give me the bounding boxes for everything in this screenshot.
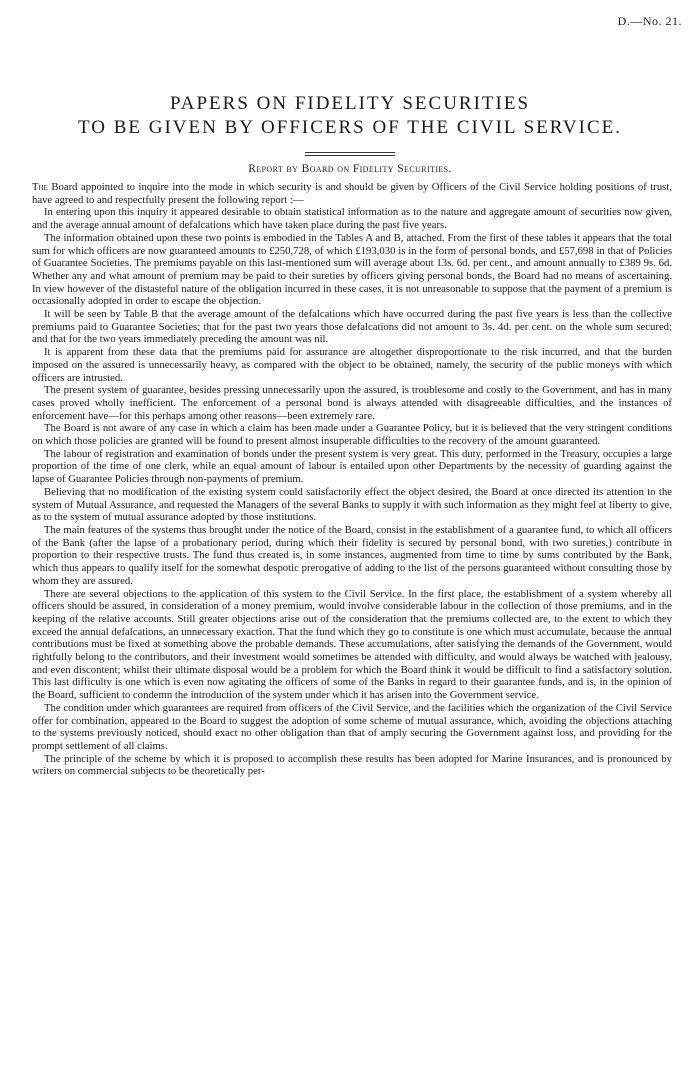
paragraph-2: In entering upon this inquiry it appeared desirable to obtain statistical information as to the nature and aggregate amount of securities now given, and the average annual amount of defalcations which have taken place during the past five years. bbox=[32, 206, 672, 232]
paragraph-1 bbox=[32, 181, 672, 206]
paragraph-10: The main features of the systems thus brought under the notice of the Board, consist in the establishment of a guarantee fund, to which all officers of the Bank (after the lapse of a probationary period, during which their fidelity is secured by personal bond, with two sureties,) contribute in proportion to their respective trusts. The fund thus created is, in some instances, augmented from time to time by sums contributed by the Bank, which thus appears to qualify itself for the somewhat despotic prerogative of adding to the list of the persons guaranteed without consulting those by whom they are assured. bbox=[32, 523, 672, 587]
paragraph-lead: The bbox=[32, 181, 48, 193]
title-line-2: TO BE GIVEN BY OFFICERS OF THE CIVIL SERVICE. bbox=[78, 117, 622, 138]
page-title bbox=[0, 92, 700, 140]
title-divider-lower bbox=[305, 155, 395, 156]
report-body bbox=[32, 181, 672, 778]
report-heading: Report by Board on Fidelity Securities. bbox=[248, 163, 452, 175]
paragraph-9: Believing that no modification of the existing system could satisfactorily effect the object desired, the Board at once directed its attention to the system of Mutual Assurance, and requested the Managers of the several Banks to supply it with such information as they might feel at liberty to give, as to the system of mutual assurance adopted by those institutions. bbox=[32, 485, 672, 524]
paragraph-5: It is apparent from these data that the premiums paid for assurance are altogether disproportionate to the risk incurred, and that the burden imposed on the assured is unnecessarily heavy, as compared with the object to be obtained, namely, the security of the public moneys with which officers are intrusted. bbox=[32, 346, 672, 384]
paragraph-7: The Board is not aware of any case in which a claim has been made under a Guarantee Policy, but it is believed that the very stringent conditions on which those policies are granted will be found to present almost insuperable difficulties to the recovery of the amount guaranteed. bbox=[32, 422, 672, 448]
paragraph-6: The present system of guarantee, besides pressing unnecessarily upon the assured, is troublesome and costly to the Government, and has in many cases proved wholly inefficient. The enforcement of a personal bond is always attended with disagreeable difficulties, and the instances of enforcement have—for this perhaps among other reasons—been extremely rare. bbox=[32, 384, 672, 422]
paragraph-13: The principle of the scheme by which it is proposed to accomplish these results has been adopted for Marine Insurances, and is pronounced by writers on commercial subjects to be theoretically per- bbox=[32, 752, 672, 778]
paragraph-8: The labour of registration and examination of bonds under the present system is very great. This duty, performed in the Treasury, occupies a large proportion of the time of one clerk, while an equal amount of labour is entailed upon other Departments by the necessity of guarding against the lapse of Guarantee Policies through non-payments of premium. bbox=[32, 447, 672, 486]
paragraph-text: Board appointed to inquire into the mode in which security is and should be given by Officers of the Civil Service holding positions of trust, have agreed to and respectfully present the following report :— bbox=[32, 181, 672, 206]
paragraph-4: It will be seen by Table B that the average amount of the defalcations which have occurred during the past five years is less than the collective premiums paid to Guarantee Societies; that for the past two years those defalcations did not amount to 3s. 4d. per cent. on the whole sum secured; and that for the two years immediately preceding the amount was nil. bbox=[32, 308, 672, 346]
title-line-1: PAPERS ON FIDELITY SECURITIES bbox=[169, 93, 531, 114]
title-divider bbox=[305, 152, 395, 153]
paragraph-12: The condition under which guarantees are required from officers of the Civil Service, and the facilities which the organization of the Civil Service offer for combination, appeared to the Board to suggest the adoption of some scheme of mutual assurance, which, avoiding the objections attaching to the systems previously noticed, should exact no other obligation than that of amply securing the Government against loss, and providing for the prompt settlement of all claims. bbox=[32, 701, 672, 752]
document-reference: D.—No. 21. bbox=[617, 14, 682, 28]
paragraph-3: The information obtained upon these two points is embodied in the Tables A and B, attached. From the first of these tables it appears that the total sum for which officers are now guaranteed amounts to £250,728, of which £193,030 is in the form of personal bonds, and £57,698 in that of Policies of Guarantee Societies. The premiums payable on this last-mentioned sum will average about 13s. 6d. per cent., and amount annually to £389 9s. 6d. Whether any and what amount of premium may be paid to their sureties by officers giving personal bonds, the Board had no means of ascertaining. In view however of the distasteful nature of the obligation incurred in these cases, it is not unreasonable to suppose that the payment of a premium is occasionally adopted in order to escape the objection. bbox=[32, 231, 672, 308]
paragraph-11: There are several objections to the application of this system to the Civil Service. In the first place, the establishment of a system whereby all officers should be assured, in consideration of a money premium, would involve considerable labour in the collection of those premiums, and in the keeping of the relative accounts. Still greater objections arise out of the consideration that the premiums collected are, to the extent to which they exceed the annual defalcations, an unnecessary exaction. That the fund which they go to constitute is one which must accumulate, because the annual contributions must be fixed at something above the probable demands. These accumulations, after satisfying the demands of the Government, would rightfully belong to the contributors, and their investment would sometimes be attended with difficulty, and would always be watched with jealousy, and even discontent; whilst their ultimate disposal would be a problem for which the Board think it would be difficult to find a satisfactory solution. This last difficulty is one which is even now agitating the officers of some of the Banks in regard to their guarantee funds, and is, in the opinion of the Board, sufficient to condemn the introduction of the system under which it has arisen into the Government service. bbox=[32, 587, 672, 702]
